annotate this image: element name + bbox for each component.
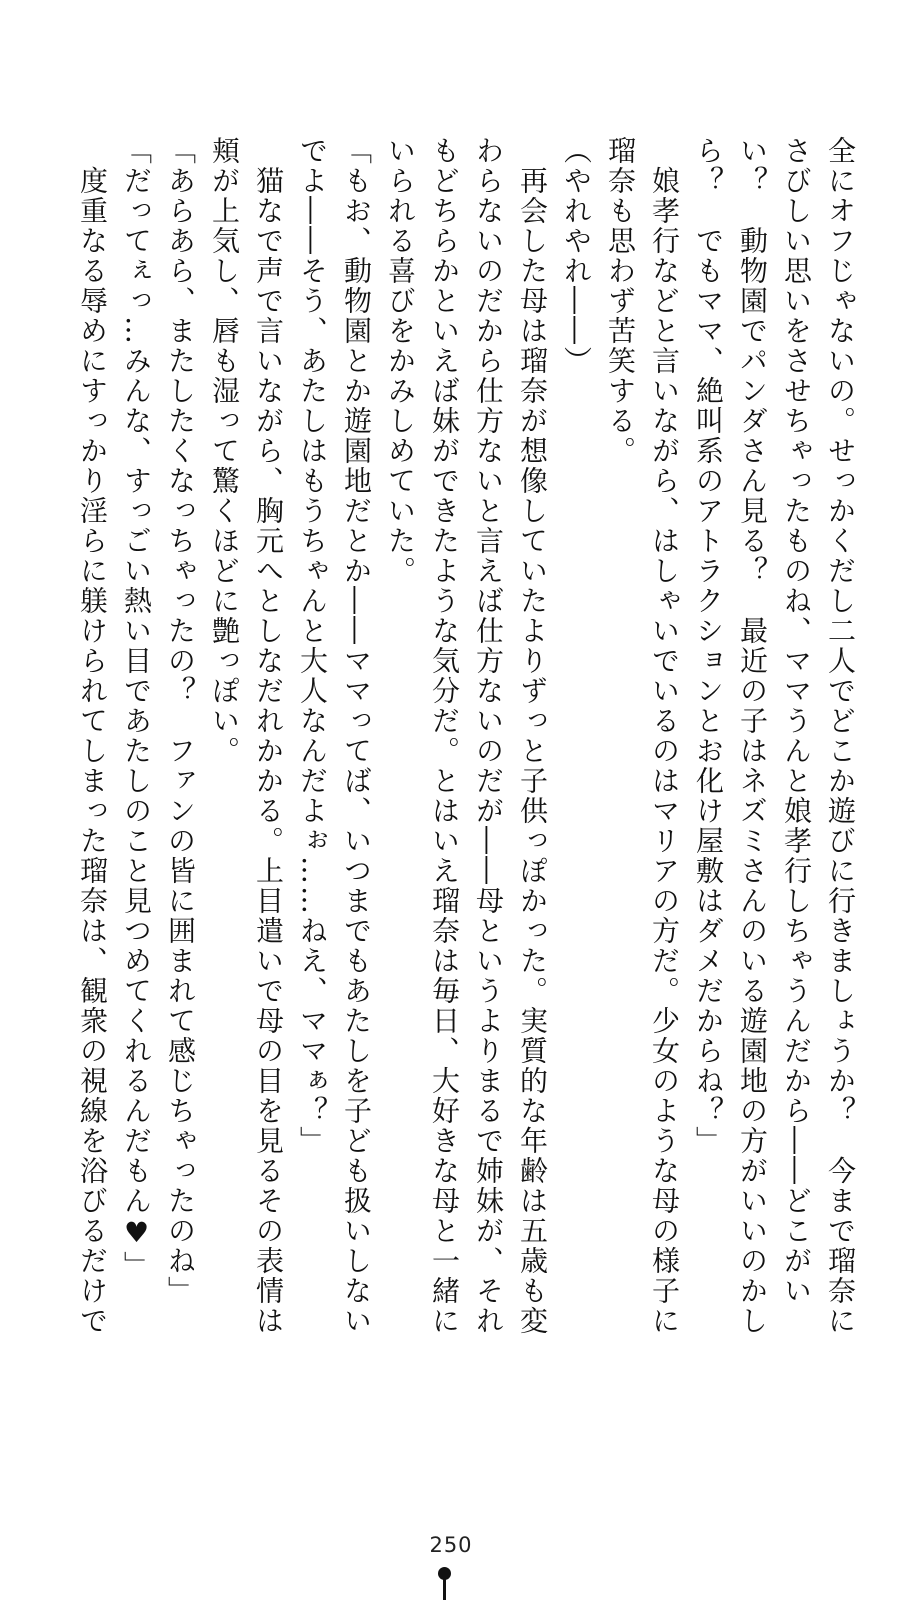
text-line: い？ 動物園でパンダさん見る？ 最近の子はネズミさんのいる遊園地の方がいいのかし: [736, 136, 769, 1336]
vertical-text-body: [52, 136, 862, 1336]
text-line: 全にオフじゃないの。せっかくだし二人でどこか遊びに行きましょうか？ 今まで瑠奈に: [824, 136, 857, 1336]
text-line: 「だってぇっ…みんな、すっごい熱い目であたしのこと見つめてくれるんだもん♥」: [120, 136, 153, 1281]
folio-stem-icon: [443, 1578, 446, 1600]
text-line: 猫なで声で言いながら、胸元へとしなだれかかる。上目遣いで母の目を見るその表情は: [252, 136, 285, 1336]
text-line: ら？ でもママ、絶叫系のアトラクションとお化け屋敷はダメだからね？」: [692, 136, 725, 1156]
text-line: わらないのだから仕方ないと言えば仕方ないのだが――母というよりまるで姉妹が、それ: [472, 136, 505, 1336]
text-line: 度重なる辱めにすっかり淫らに躾けられてしまった瑠奈は、観衆の視線を浴びるだけで: [76, 136, 109, 1336]
text-line: 「もお、動物園とか遊園地だとか――ママってば、いつまでもあたしを子ども扱いしない: [340, 136, 373, 1336]
text-line: 頬が上気し、唇も湿って驚くほどに艶っぽい。: [208, 136, 241, 766]
page-number: 250: [429, 1533, 473, 1557]
text-line: 瑠奈も思わず苦笑する。: [604, 136, 637, 466]
text-line: でよ――そう、あたしはもうちゃんと大人なんだよぉ……ねえ、ママぁ？」: [296, 136, 329, 1156]
text-line: 娘孝行などと言いながら、はしゃいでいるのはマリアの方だ。少女のような母の様子に: [648, 136, 681, 1336]
text-line: 「あらあら、またしたくなっちゃったの？ ファンの皆に囲まれて感じちゃったのね」: [164, 136, 197, 1306]
text-line: （やれやれ――）: [560, 136, 593, 376]
text-line: さびしい思いをさせちゃったものね、ママうんと娘孝行しちゃうんだから――どこがい: [780, 136, 813, 1306]
text-line: 再会した母は瑠奈が想像していたよりずっと子供っぽかった。実質的な年齢は五歳も変: [516, 136, 549, 1336]
text-line: いられる喜びをかみしめていた。: [384, 136, 417, 586]
text-line: もどちらかといえば妹ができたような気分だ。とはいえ瑠奈は毎日、大好きな母と一緒に: [428, 136, 461, 1336]
